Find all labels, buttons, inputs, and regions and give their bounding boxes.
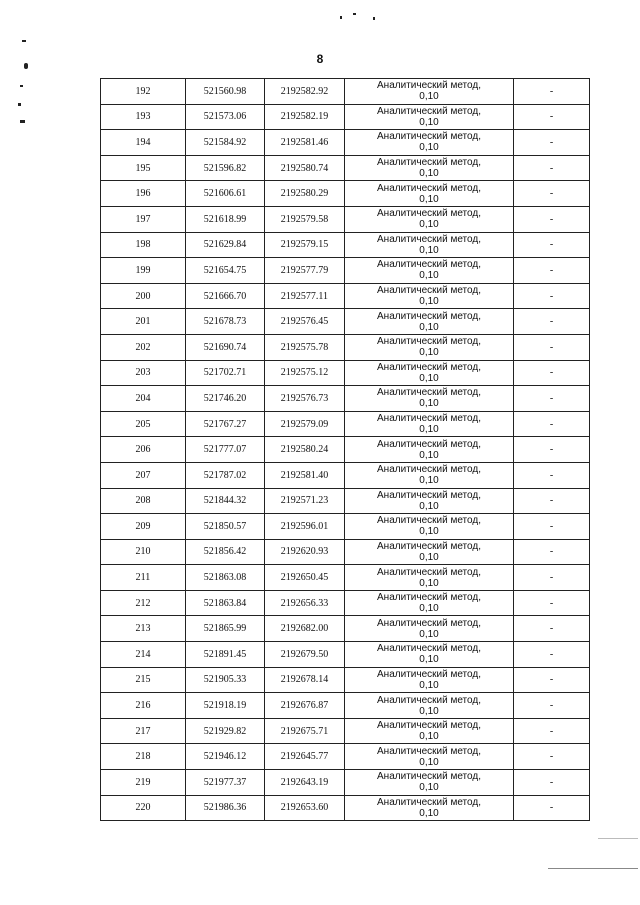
table-row [101, 360, 590, 386]
point-number-cell: 195 [101, 155, 186, 181]
method-cell [345, 155, 514, 181]
error-cell: - [514, 514, 590, 540]
method-cell [345, 181, 514, 207]
method-label: Аналитический метод, [377, 105, 481, 117]
method-cell [345, 360, 514, 386]
method-label: Аналитический метод, [377, 515, 481, 527]
precision-value: 0,10 [419, 551, 439, 563]
method-label: Аналитический метод, [377, 259, 481, 271]
error-cell: - [514, 79, 590, 105]
error-cell: - [514, 718, 590, 744]
error-cell: - [514, 130, 590, 156]
scan-dot [340, 16, 342, 19]
precision-value: 0,10 [419, 91, 439, 103]
table-row [101, 334, 590, 360]
method-label: Аналитический метод, [377, 771, 481, 783]
x-coordinate-cell: 521560.98 [186, 79, 265, 105]
point-number-cell: 210 [101, 539, 186, 565]
error-cell: - [514, 693, 590, 719]
x-coordinate-cell: 521666.70 [186, 283, 265, 309]
x-coordinate-cell: 521690.74 [186, 334, 265, 360]
method-label: Аналитический метод, [377, 157, 481, 169]
scan-dot [353, 13, 356, 15]
method-label: Аналитический метод, [377, 182, 481, 194]
point-number-cell: 200 [101, 283, 186, 309]
point-number-cell: 209 [101, 514, 186, 540]
error-cell: - [514, 462, 590, 488]
point-number-cell: 220 [101, 795, 186, 821]
precision-value: 0,10 [419, 347, 439, 359]
x-coordinate-cell: 521787.02 [186, 462, 265, 488]
point-number-cell: 193 [101, 104, 186, 130]
x-coordinate-cell: 521865.99 [186, 616, 265, 642]
method-cell [345, 437, 514, 463]
error-cell: - [514, 309, 590, 335]
precision-value: 0,10 [419, 296, 439, 308]
point-number-cell: 208 [101, 488, 186, 514]
precision-value: 0,10 [419, 449, 439, 461]
y-coordinate-cell: 2192576.45 [265, 309, 345, 335]
y-coordinate-cell: 2192675.71 [265, 718, 345, 744]
x-coordinate-cell: 521618.99 [186, 206, 265, 232]
precision-value: 0,10 [419, 475, 439, 487]
method-label: Аналитический метод, [377, 413, 481, 425]
method-label: Аналитический метод, [377, 438, 481, 450]
x-coordinate-cell: 521891.45 [186, 642, 265, 668]
precision-value: 0,10 [419, 577, 439, 589]
method-label: Аналитический метод, [377, 694, 481, 706]
x-coordinate-cell: 521863.84 [186, 590, 265, 616]
point-number-cell: 203 [101, 360, 186, 386]
precision-value: 0,10 [419, 270, 439, 282]
method-cell [345, 795, 514, 821]
precision-value: 0,10 [419, 705, 439, 717]
x-coordinate-cell: 521777.07 [186, 437, 265, 463]
error-cell: - [514, 539, 590, 565]
y-coordinate-cell: 2192682.00 [265, 616, 345, 642]
table-row [101, 258, 590, 284]
y-coordinate-cell: 2192580.24 [265, 437, 345, 463]
x-coordinate-cell: 521863.08 [186, 565, 265, 591]
method-label: Аналитический метод, [377, 80, 481, 92]
error-cell: - [514, 744, 590, 770]
y-coordinate-cell: 2192620.93 [265, 539, 345, 565]
y-coordinate-cell: 2192580.29 [265, 181, 345, 207]
table-row [101, 616, 590, 642]
method-label: Аналитический метод, [377, 336, 481, 348]
error-cell: - [514, 616, 590, 642]
precision-value: 0,10 [419, 603, 439, 615]
error-cell: - [514, 360, 590, 386]
precision-value: 0,10 [419, 193, 439, 205]
x-coordinate-cell: 521573.06 [186, 104, 265, 130]
table-row [101, 462, 590, 488]
error-cell: - [514, 334, 590, 360]
y-coordinate-cell: 2192579.58 [265, 206, 345, 232]
x-coordinate-cell: 521746.20 [186, 386, 265, 412]
error-cell: - [514, 770, 590, 796]
scan-line [598, 838, 638, 839]
method-cell [345, 104, 514, 130]
method-cell [345, 232, 514, 258]
point-number-cell: 212 [101, 590, 186, 616]
method-cell [345, 488, 514, 514]
scan-line [548, 868, 638, 869]
method-cell [345, 283, 514, 309]
error-cell: - [514, 411, 590, 437]
precision-value: 0,10 [419, 244, 439, 256]
error-cell: - [514, 386, 590, 412]
x-coordinate-cell: 521929.82 [186, 718, 265, 744]
y-coordinate-cell: 2192678.14 [265, 667, 345, 693]
method-label: Аналитический метод, [377, 720, 481, 732]
table-row [101, 130, 590, 156]
x-coordinate-cell: 521850.57 [186, 514, 265, 540]
point-number-cell: 213 [101, 616, 186, 642]
method-label: Аналитический метод, [377, 668, 481, 680]
y-coordinate-cell: 2192645.77 [265, 744, 345, 770]
method-label: Аналитический метод, [377, 464, 481, 476]
scan-dot [373, 17, 375, 20]
y-coordinate-cell: 2192575.78 [265, 334, 345, 360]
error-cell: - [514, 642, 590, 668]
y-coordinate-cell: 2192575.12 [265, 360, 345, 386]
scan-dot [22, 40, 26, 42]
precision-value: 0,10 [419, 219, 439, 231]
x-coordinate-cell: 521946.12 [186, 744, 265, 770]
y-coordinate-cell: 2192577.79 [265, 258, 345, 284]
x-coordinate-cell: 521905.33 [186, 667, 265, 693]
x-coordinate-cell: 521702.71 [186, 360, 265, 386]
table-row [101, 539, 590, 565]
error-cell: - [514, 795, 590, 821]
precision-value: 0,10 [419, 424, 439, 436]
x-coordinate-cell: 521629.84 [186, 232, 265, 258]
point-number-cell: 194 [101, 130, 186, 156]
table-row [101, 206, 590, 232]
table-row [101, 770, 590, 796]
method-cell [345, 616, 514, 642]
table-row [101, 744, 590, 770]
method-cell [345, 462, 514, 488]
method-cell [345, 206, 514, 232]
point-number-cell: 201 [101, 309, 186, 335]
point-number-cell: 218 [101, 744, 186, 770]
table-row [101, 411, 590, 437]
error-cell: - [514, 181, 590, 207]
precision-value: 0,10 [419, 142, 439, 154]
scan-dot [20, 85, 23, 87]
method-cell [345, 770, 514, 796]
precision-value: 0,10 [419, 500, 439, 512]
precision-value: 0,10 [419, 807, 439, 819]
scan-dot [18, 103, 21, 106]
y-coordinate-cell: 2192581.46 [265, 130, 345, 156]
y-coordinate-cell: 2192676.87 [265, 693, 345, 719]
point-number-cell: 202 [101, 334, 186, 360]
method-label: Аналитический метод, [377, 387, 481, 399]
precision-value: 0,10 [419, 782, 439, 794]
method-label: Аналитический метод, [377, 489, 481, 501]
page-number: 8 [316, 52, 324, 66]
precision-value: 0,10 [419, 526, 439, 538]
method-cell [345, 514, 514, 540]
x-coordinate-cell: 521767.27 [186, 411, 265, 437]
table-row [101, 693, 590, 719]
table-row [101, 642, 590, 668]
table-row [101, 667, 590, 693]
precision-value: 0,10 [419, 321, 439, 333]
method-label: Аналитический метод, [377, 361, 481, 373]
point-number-cell: 205 [101, 411, 186, 437]
method-label: Аналитический метод, [377, 233, 481, 245]
y-coordinate-cell: 2192577.11 [265, 283, 345, 309]
point-number-cell: 217 [101, 718, 186, 744]
method-cell [345, 386, 514, 412]
x-coordinate-cell: 521584.92 [186, 130, 265, 156]
precision-value: 0,10 [419, 756, 439, 768]
method-cell [345, 744, 514, 770]
table-row [101, 565, 590, 591]
y-coordinate-cell: 2192579.15 [265, 232, 345, 258]
error-cell: - [514, 232, 590, 258]
precision-value: 0,10 [419, 628, 439, 640]
point-number-cell: 216 [101, 693, 186, 719]
error-cell: - [514, 667, 590, 693]
y-coordinate-cell: 2192643.19 [265, 770, 345, 796]
point-number-cell: 199 [101, 258, 186, 284]
table-row [101, 514, 590, 540]
point-number-cell: 211 [101, 565, 186, 591]
method-cell [345, 79, 514, 105]
point-number-cell: 219 [101, 770, 186, 796]
method-cell [345, 258, 514, 284]
method-cell [345, 309, 514, 335]
table-row [101, 283, 590, 309]
y-coordinate-cell: 2192581.40 [265, 462, 345, 488]
method-cell [345, 642, 514, 668]
method-label: Аналитический метод, [377, 566, 481, 578]
method-label: Аналитический метод, [377, 208, 481, 220]
method-label: Аналитический метод, [377, 285, 481, 297]
error-cell: - [514, 590, 590, 616]
y-coordinate-cell: 2192580.74 [265, 155, 345, 181]
method-cell [345, 539, 514, 565]
point-number-cell: 196 [101, 181, 186, 207]
y-coordinate-cell: 2192679.50 [265, 642, 345, 668]
method-cell [345, 334, 514, 360]
y-coordinate-cell: 2192653.60 [265, 795, 345, 821]
x-coordinate-cell: 521977.37 [186, 770, 265, 796]
y-coordinate-cell: 2192579.09 [265, 411, 345, 437]
x-coordinate-cell: 521596.82 [186, 155, 265, 181]
error-cell: - [514, 104, 590, 130]
y-coordinate-cell: 2192596.01 [265, 514, 345, 540]
method-label: Аналитический метод, [377, 617, 481, 629]
method-cell [345, 667, 514, 693]
precision-value: 0,10 [419, 654, 439, 666]
method-label: Аналитический метод, [377, 643, 481, 655]
precision-value: 0,10 [419, 679, 439, 691]
table-row [101, 795, 590, 821]
method-cell [345, 590, 514, 616]
point-number-cell: 214 [101, 642, 186, 668]
error-cell: - [514, 488, 590, 514]
x-coordinate-cell: 521678.73 [186, 309, 265, 335]
table-row [101, 155, 590, 181]
method-cell [345, 565, 514, 591]
x-coordinate-cell: 521986.36 [186, 795, 265, 821]
y-coordinate-cell: 2192650.45 [265, 565, 345, 591]
table-row [101, 309, 590, 335]
error-cell: - [514, 155, 590, 181]
method-cell [345, 693, 514, 719]
method-cell [345, 718, 514, 744]
y-coordinate-cell: 2192571.23 [265, 488, 345, 514]
point-number-cell: 206 [101, 437, 186, 463]
point-number-cell: 215 [101, 667, 186, 693]
precision-value: 0,10 [419, 168, 439, 180]
table-row [101, 488, 590, 514]
y-coordinate-cell: 2192582.19 [265, 104, 345, 130]
method-label: Аналитический метод, [377, 592, 481, 604]
method-label: Аналитический метод, [377, 745, 481, 757]
point-number-cell: 197 [101, 206, 186, 232]
error-cell: - [514, 258, 590, 284]
scan-dot [20, 120, 25, 123]
method-cell [345, 130, 514, 156]
error-cell: - [514, 283, 590, 309]
table-row [101, 232, 590, 258]
precision-value: 0,10 [419, 731, 439, 743]
point-number-cell: 192 [101, 79, 186, 105]
x-coordinate-cell: 521606.61 [186, 181, 265, 207]
y-coordinate-cell: 2192576.73 [265, 386, 345, 412]
method-label: Аналитический метод, [377, 540, 481, 552]
point-number-cell: 204 [101, 386, 186, 412]
precision-value: 0,10 [419, 116, 439, 128]
table-row [101, 590, 590, 616]
error-cell: - [514, 437, 590, 463]
method-label: Аналитический метод, [377, 131, 481, 143]
coordinates-table [100, 78, 590, 821]
x-coordinate-cell: 521844.32 [186, 488, 265, 514]
method-label: Аналитический метод, [377, 310, 481, 322]
error-cell: - [514, 206, 590, 232]
point-number-cell: 207 [101, 462, 186, 488]
x-coordinate-cell: 521856.42 [186, 539, 265, 565]
table-row [101, 386, 590, 412]
table-row [101, 437, 590, 463]
error-cell: - [514, 565, 590, 591]
y-coordinate-cell: 2192582.92 [265, 79, 345, 105]
method-label: Аналитический метод, [377, 796, 481, 808]
precision-value: 0,10 [419, 372, 439, 384]
y-coordinate-cell: 2192656.33 [265, 590, 345, 616]
table-row [101, 79, 590, 105]
point-number-cell: 198 [101, 232, 186, 258]
precision-value: 0,10 [419, 398, 439, 410]
table-row [101, 104, 590, 130]
table-row [101, 181, 590, 207]
table-row [101, 718, 590, 744]
x-coordinate-cell: 521918.19 [186, 693, 265, 719]
method-cell [345, 411, 514, 437]
x-coordinate-cell: 521654.75 [186, 258, 265, 284]
